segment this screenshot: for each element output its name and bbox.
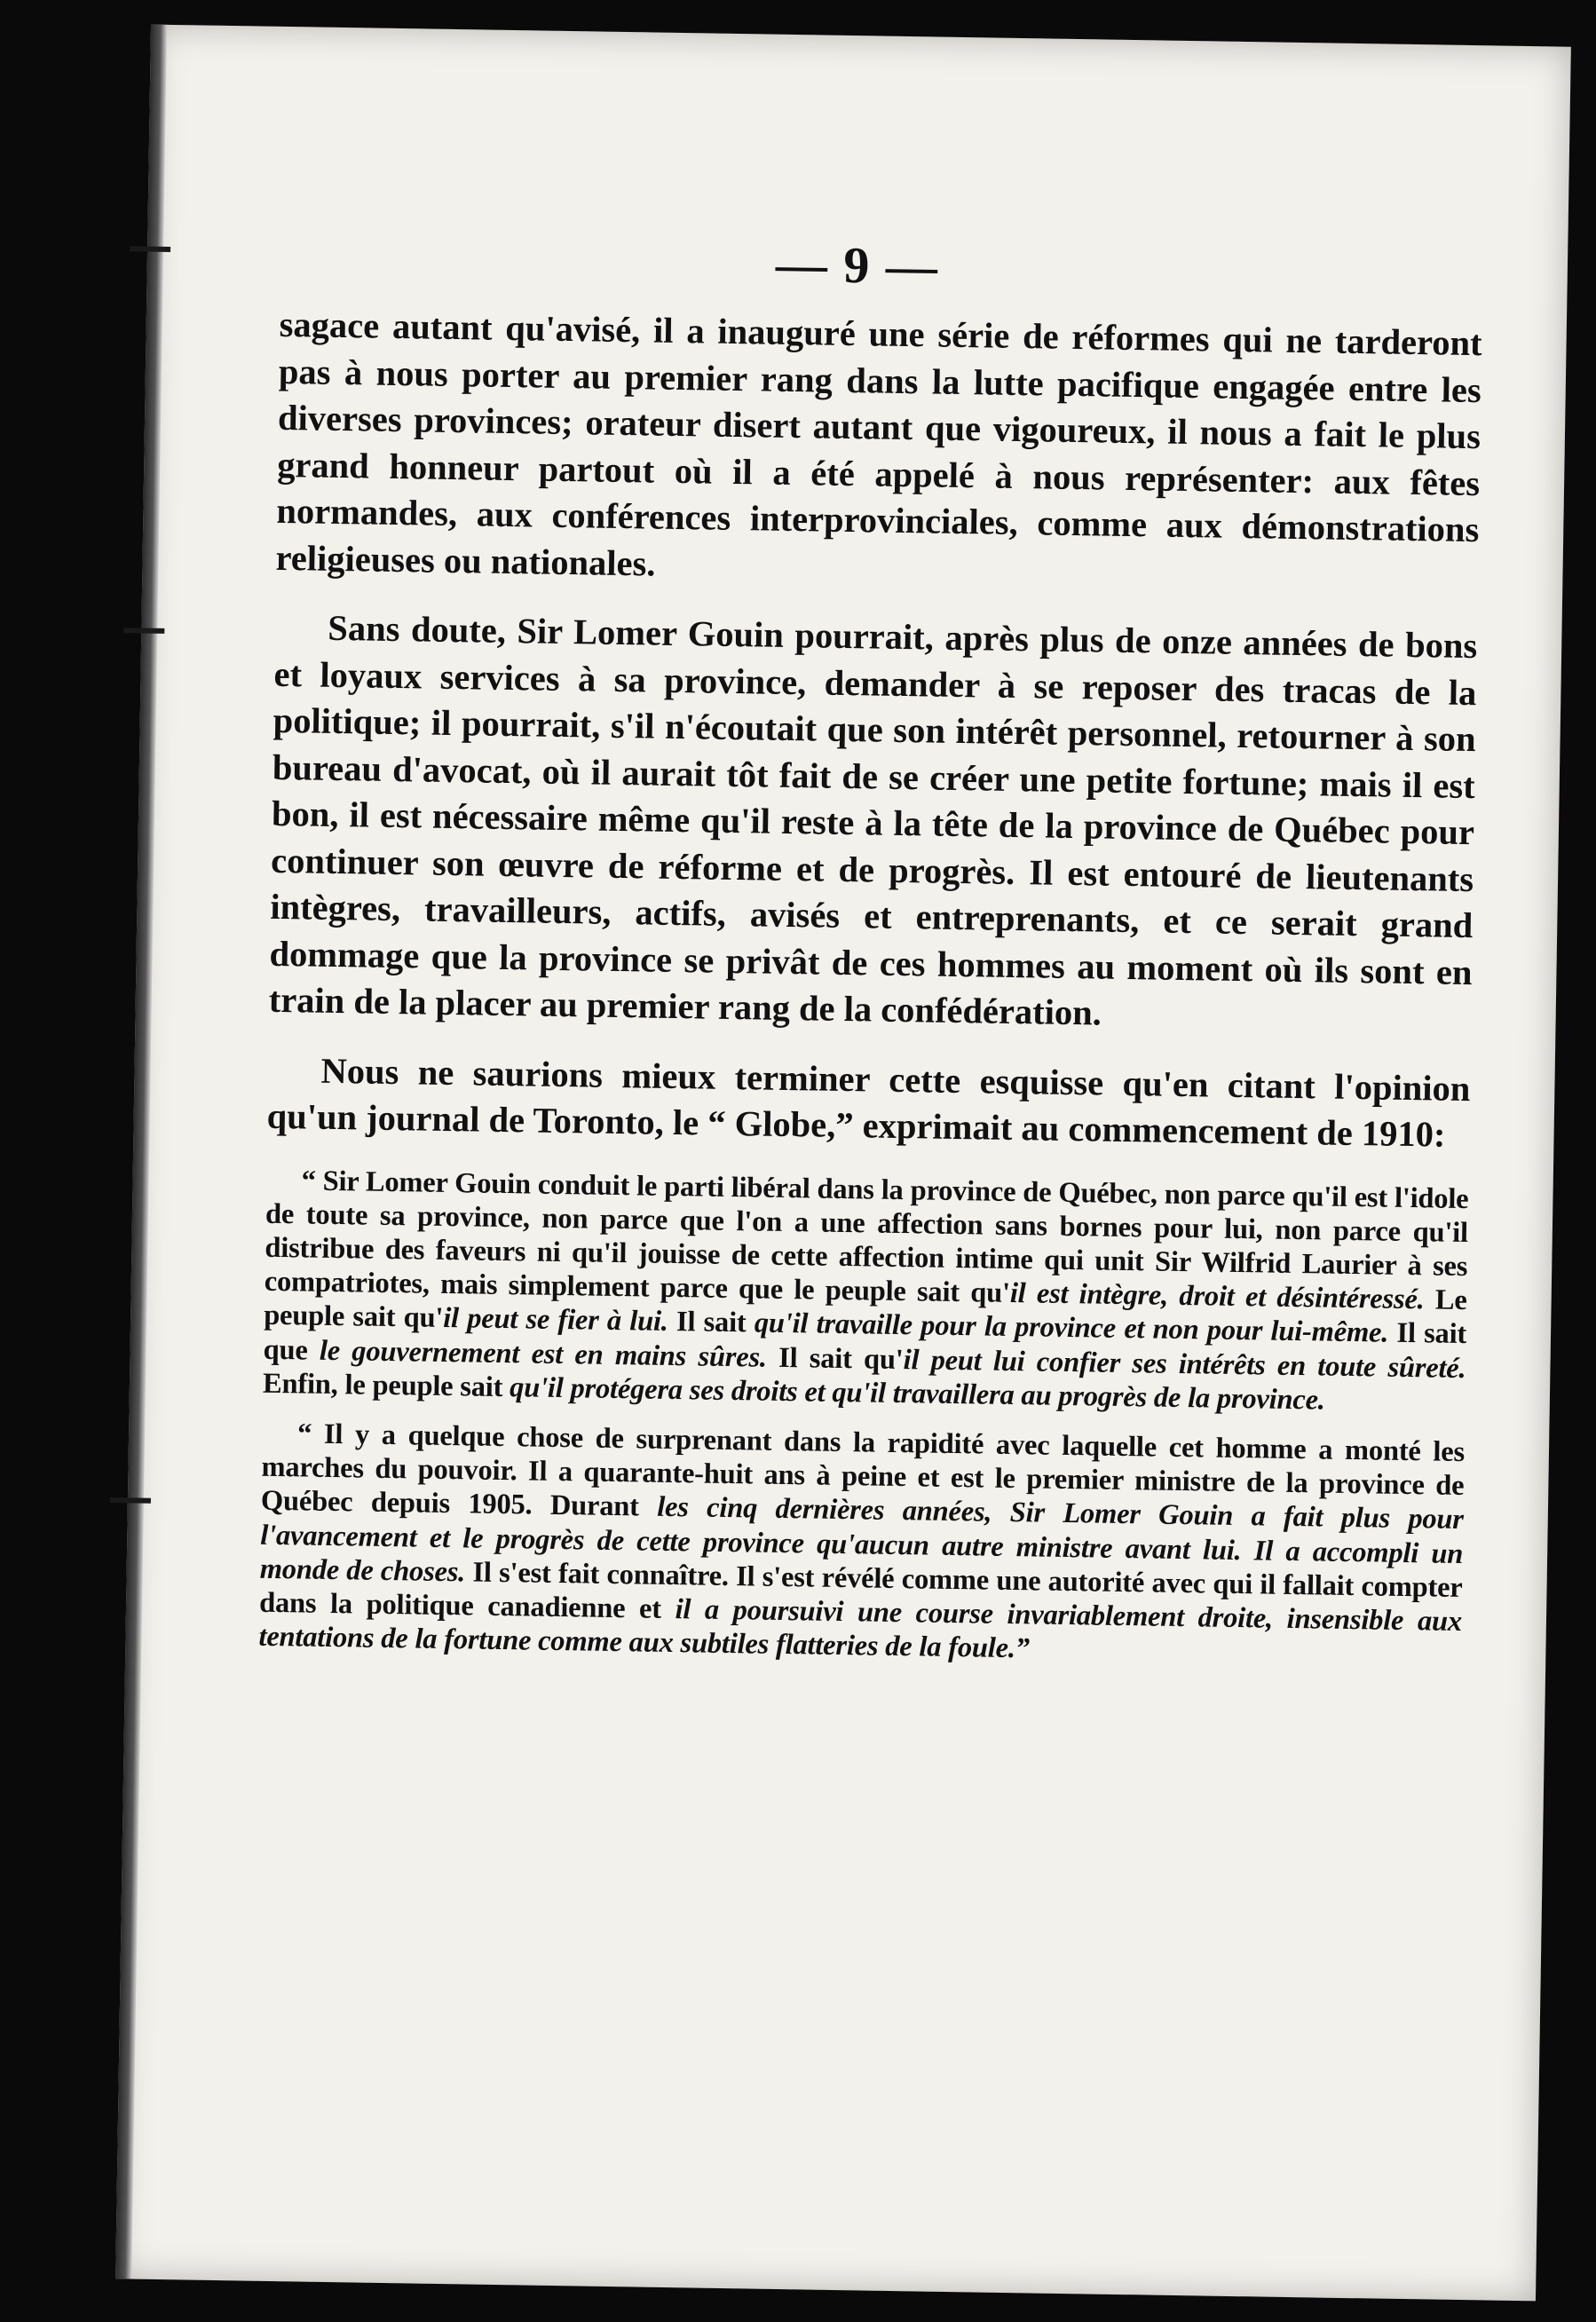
quote-1-italic: le gouvernement est en mains sûres. bbox=[319, 1334, 768, 1374]
paragraph-2: Sans doute, Sir Lomer Gouin pourrait, après plus de onze années de bons et loyaux services à sa province, demander à se reposer des tracas de la politique; il pourrait, s'il n'écoutait que son intérêt personnel, retourner à son bureau d'avocat, où il aurait tôt fait de se créer une petite fortune; mais il est bon, il est nécessaire même qu'il reste à la tête de la province de Québec pour continuer son œuvre de réforme et de progrès. Il est entouré de lieutenants intègres, travailleurs, actifs, avisés et entreprenants, et ce serait grand dommage que la province se privât de ces hommes au moment où ils sont en train de la placer au premier rang de la confédération. bbox=[268, 607, 1478, 1033]
paragraph-3: Nous ne saurions mieux terminer cette esquisse qu'en citant l'opinion qu'un journal de Toronto, le “ Globe,” exprimait au commencement de 1910: bbox=[266, 1050, 1471, 1155]
text-body bbox=[258, 302, 1482, 1679]
quote-1-text: Il sait bbox=[668, 1306, 755, 1339]
quote-1-italic: il est intègre, droit et désintéressé. bbox=[1009, 1277, 1425, 1316]
page-binding bbox=[115, 25, 167, 2279]
quote-1 bbox=[263, 1163, 1469, 1419]
binding-mark bbox=[123, 628, 164, 634]
page-number: — 9 — bbox=[775, 234, 940, 296]
quote-1-text: Enfin, le peuple sait bbox=[262, 1367, 510, 1403]
document-page bbox=[115, 25, 1571, 2302]
quote-1-italic: il peut lui confier ses intérêts en toute sûreté. bbox=[903, 1343, 1466, 1385]
quote-1-text: Il sait que bbox=[263, 1316, 1467, 1367]
quote-2-text: “ Il y a quelque chose de surprenant dans la rapidité avec laquelle cet homme a monté les marches du pouvoir. Il a quarante-huit ans à peine et est le premier ministre de la province de Québec depuis 1905. Durant bbox=[260, 1418, 1466, 1524]
quote-2-text: Il s'est fait connaître. Il s'est révélé comme une autorité avec qui il fallait compter dans la politique canadienne et bbox=[258, 1556, 1463, 1626]
quote-1-text: “ Sir Lomer Gouin conduit le parti libéral dans la province de Québec, non parce qu'il est l'idole de toute sa province, non parce que l'on a une affection sans bornes pour lui, non parce qu'il distribue des faveurs ni qu'il jouisse de cette affection intime qui unit Sir Wilfrid Laurier à ses compatriotes, mais simplement parce que le peuple sait qu' bbox=[264, 1164, 1469, 1310]
binding-mark bbox=[110, 1497, 151, 1504]
quote-1-italic: qu'il travaille pour la province et non pour lui-même. bbox=[754, 1307, 1389, 1349]
quote-1-text: Il sait qu' bbox=[766, 1341, 904, 1376]
quote-2-italic: les cinq dernières années, Sir Lomer Gouin a fait plus pour l'avancement et le progrès de cette province qu'aucun autre ministre avant lui. Il a accompli un monde de choses. bbox=[259, 1491, 1465, 1589]
quote-1-text: Le peuple sait qu' bbox=[263, 1283, 1467, 1335]
quote-2-italic: il a poursuivi une course invariablement droite, insensible aux tentations de la fortune comme aux subtiles flatteries de la foule.” bbox=[258, 1593, 1463, 1665]
quote-1-italic: il peut se fier à lui. bbox=[442, 1302, 669, 1339]
quote-1-italic: qu'il protégera ses droits et qu'il travaillera au progrès de la province. bbox=[509, 1370, 1326, 1417]
paragraph-1: sagace autant qu'avisé, il a inauguré une série de réformes qui ne tarderont pas à nous porter au premier rang dans la lutte pacifique engagée entre les diverses provinces; orateur disert autant que vigoureux, il nous a fait le plus grand honneur partout où il a été appelé à nous représenter: aux fêtes normandes, aux conférences interprovinciales, comme aux démonstrations religieuses ou nationales. bbox=[275, 304, 1482, 584]
quote-2 bbox=[258, 1417, 1465, 1673]
